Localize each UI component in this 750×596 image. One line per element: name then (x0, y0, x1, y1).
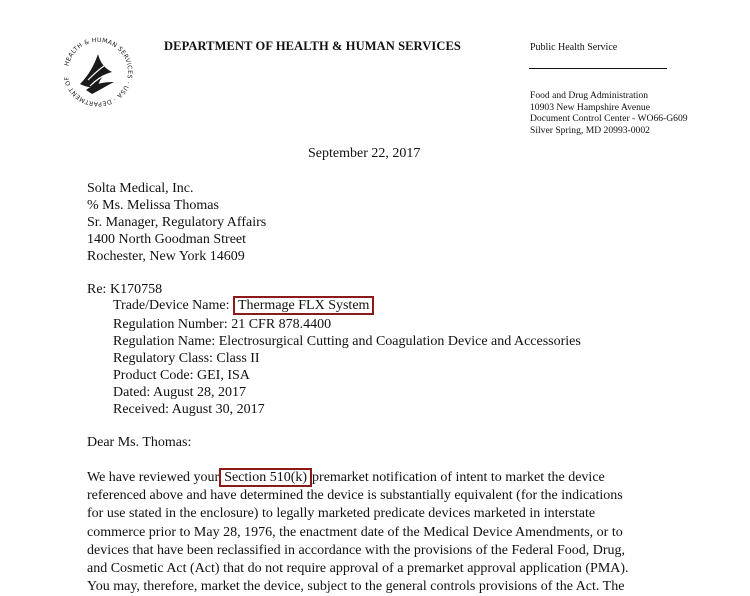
regulation-name-line: Regulation Name: Electrosurgical Cutting and Coagulation Device and Accessories (113, 334, 581, 349)
recipient-line: Solta Medical, Inc. (87, 181, 194, 196)
recipient-line: 1400 North Goodman Street (87, 232, 247, 247)
re-label: Re: (87, 282, 107, 297)
received-line: Received: August 30, 2017 (113, 402, 265, 417)
paragraph-text: We have reviewed your (87, 470, 220, 485)
salutation: Dear Ms. Thomas: (87, 435, 192, 450)
product-code-line: Product Code: GEI, ISA (113, 368, 250, 383)
paragraph-line: for use stated in the enclosure) to legally marketed predicate devices marketed in interstate (87, 506, 596, 522)
address-line: Document Control Center - WO66-G609 (530, 113, 688, 124)
dated-line: Dated: August 28, 2017 (113, 385, 246, 400)
regulatory-class-line: Regulatory Class: Class II (113, 351, 260, 366)
hhs-seal-logo (58, 32, 138, 112)
body-paragraph (87, 469, 629, 596)
trade-device-name-highlight: Thermage FLX System (233, 296, 374, 315)
recipient-line: Sr. Manager, Regulatory Affairs (87, 215, 267, 230)
trade-device-name-label: Trade/Device Name: (113, 298, 230, 313)
fda-address-block (530, 90, 688, 136)
regulation-number-line: Regulation Number: 21 CFR 878.4400 (113, 317, 332, 332)
paragraph-line: and Cosmetic Act (Act) that do not require approval of a premarket approval application (PMA). (87, 561, 629, 577)
svg-text:HEALTH & HUMAN SERVICES · USA: HEALTH & HUMAN SERVICES · USA · DEPARTMENT OF (63, 36, 134, 108)
k-number: K170758 (109, 282, 163, 297)
paragraph-line: commerce prior to May 28, 1976, the enactment date of the Medical Device Amendments, or to (87, 524, 623, 540)
address-line: Silver Spring, MD 20993-0002 (530, 124, 650, 136)
paragraph-line (87, 469, 629, 487)
trade-device-name-line (113, 298, 374, 314)
paragraph-line: referenced above and have determined the device is substantially equivalent (for the indications (87, 488, 623, 504)
paragraph-line: You may, therefore, market the device, subject to the general controls provisions of the Act. The (87, 579, 625, 595)
recipient-line: Rochester, New York 14609 (87, 249, 245, 264)
address-line: Food and Drug Administration (530, 90, 649, 101)
address-line: 10903 New Hampshire Avenue (530, 101, 650, 113)
paragraph-text: premarket notification of intent to market the device (312, 470, 605, 485)
letterhead-divider (529, 68, 667, 69)
recipient-line: % Ms. Melissa Thomas (87, 198, 219, 213)
section-510k-highlight: Section 510(k) (219, 468, 312, 487)
public-health-service-label: Public Health Service (530, 42, 618, 53)
paragraph-line: devices that have been reclassified in accordance with the provisions of the Federal Food, Drug, (87, 542, 626, 558)
re-line (87, 282, 162, 298)
letter-date: September 22, 2017 (308, 146, 421, 161)
department-heading: DEPARTMENT OF HEALTH & HUMAN SERVICES (164, 39, 461, 53)
